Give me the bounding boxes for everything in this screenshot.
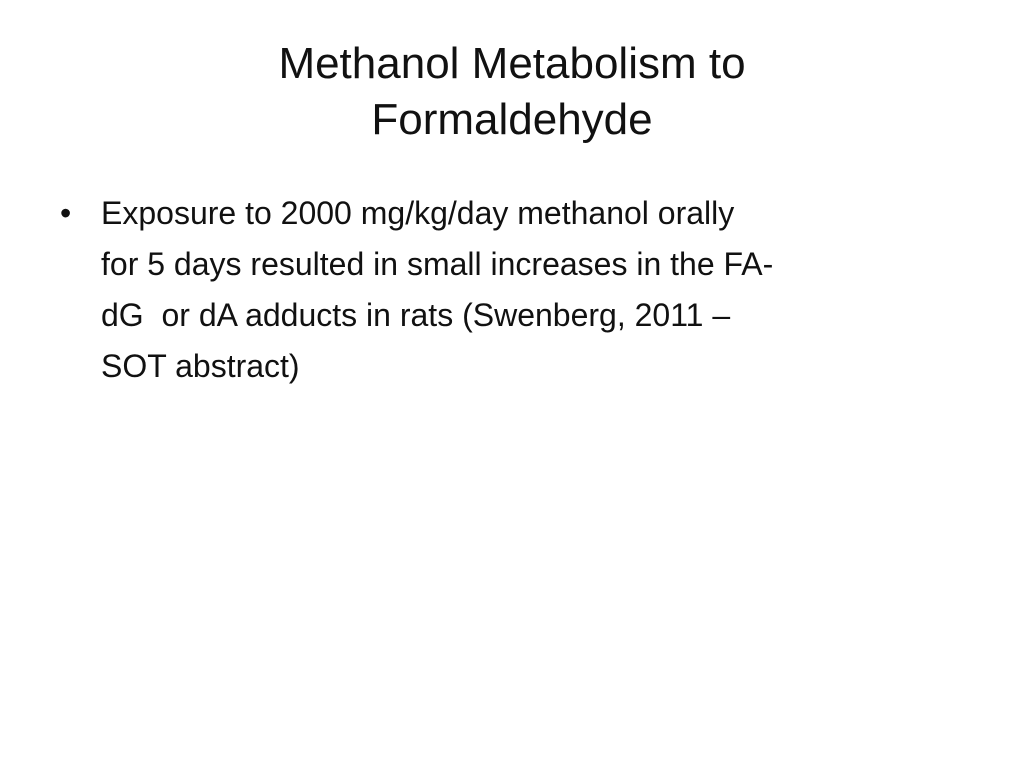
bullet-text-line-3: dG or dA adducts in rats (Swenberg, 2011 – [101, 297, 731, 333]
bullet-text-line-4: SOT abstract) [101, 348, 300, 384]
title-line-1: Methanol Metabolism to [278, 39, 746, 88]
bullet-list [60, 188, 980, 392]
bullet-item [60, 188, 980, 392]
bullet-icon: • [60, 195, 72, 231]
slide-title [60, 36, 964, 148]
title-line-2: Formaldehyde [371, 95, 653, 144]
bullet-text-line-1: Exposure to 2000 mg/kg/day methanol orally [101, 195, 735, 231]
bullet-text-line-2: for 5 days resulted in small increases in the FA- [101, 246, 774, 282]
